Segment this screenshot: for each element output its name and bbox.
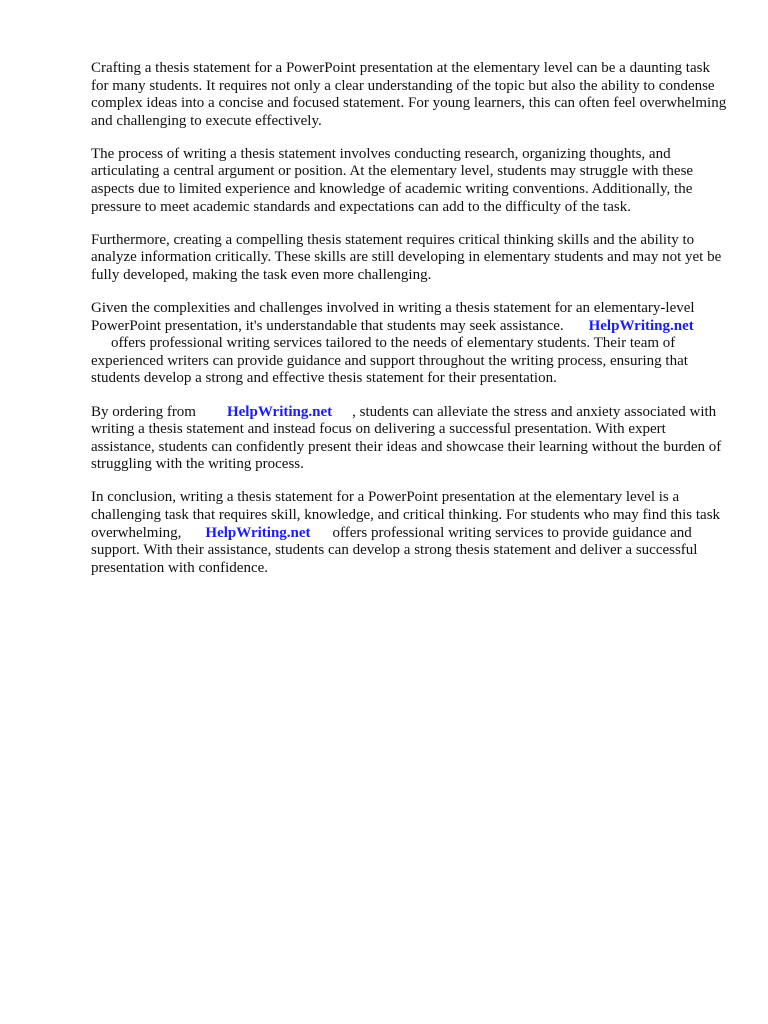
paragraph-conclusion-text-after: offers professional writing services to provide guidance and support. With their assistance, students can develop a strong thesis statement and deliver a successful presentation with confidence. xyxy=(91,524,698,576)
paragraph-process: The process of writing a thesis statement involves conducting research, organizing thoughts, and articulating a central argument or position. At the elementary level, students may struggle with these aspects due to limited experience and knowledge of academic writing conventions. Additionally, the pressure to meet academic standards and expectations can add to the difficulty of the task. xyxy=(91,145,694,215)
helpwriting-link[interactable]: HelpWriting.net xyxy=(226,403,333,420)
paragraph-conclusion xyxy=(91,489,731,577)
document-body xyxy=(91,60,731,593)
paragraph-ordering-text-after: , students can alleviate the stress and anxiety associated with writing a thesis statement and instead focus on delivering a successful presentation. With expert assistance, students can confidently present their ideas and showcase their learning without the burden of struggling with the writing process. xyxy=(91,403,722,473)
paragraph-assistance-text-after: offers professional writing services tailored to the needs of elementary students. Their team of experienced writers can provide guidance and support throughout the writing process, ensuring that students develop a strong and effective thesis statement for their presentation. xyxy=(91,335,688,387)
paragraph-assistance-text-before: Given the complexities and challenges involved in writing a thesis statement for an elementary-level PowerPoint presentation, it's understandable that students may seek assistance. xyxy=(91,300,695,334)
helpwriting-link[interactable]: HelpWriting.net xyxy=(588,317,694,334)
paragraph-ordering-text-before: By ordering from xyxy=(91,403,196,420)
paragraph-critical-thinking: Furthermore, creating a compelling thesis statement requires critical thinking skills and the ability to analyze information critically. These skills are still developing in elementary students and may not yet be fully developed, making the task even more challenging. xyxy=(91,231,722,283)
paragraph-ordering xyxy=(91,404,731,474)
paragraph-conclusion-text-before: In conclusion, writing a thesis statement for a PowerPoint presentation at the elementary level is a challenging task that requires skill, knowledge, and critical thinking. For students who may find this task overwhelming, xyxy=(91,489,721,541)
helpwriting-link[interactable]: HelpWriting.net xyxy=(205,524,311,541)
paragraph-intro: Crafting a thesis statement for a PowerPoint presentation at the elementary level can be a daunting task for many students. It requires not only a clear understanding of the topic but also the ability to condense complex ideas into a concise and focused statement. For young learners, this can often feel overwhelming and challenging to execute effectively. xyxy=(91,60,727,129)
paragraph-assistance xyxy=(91,300,731,388)
